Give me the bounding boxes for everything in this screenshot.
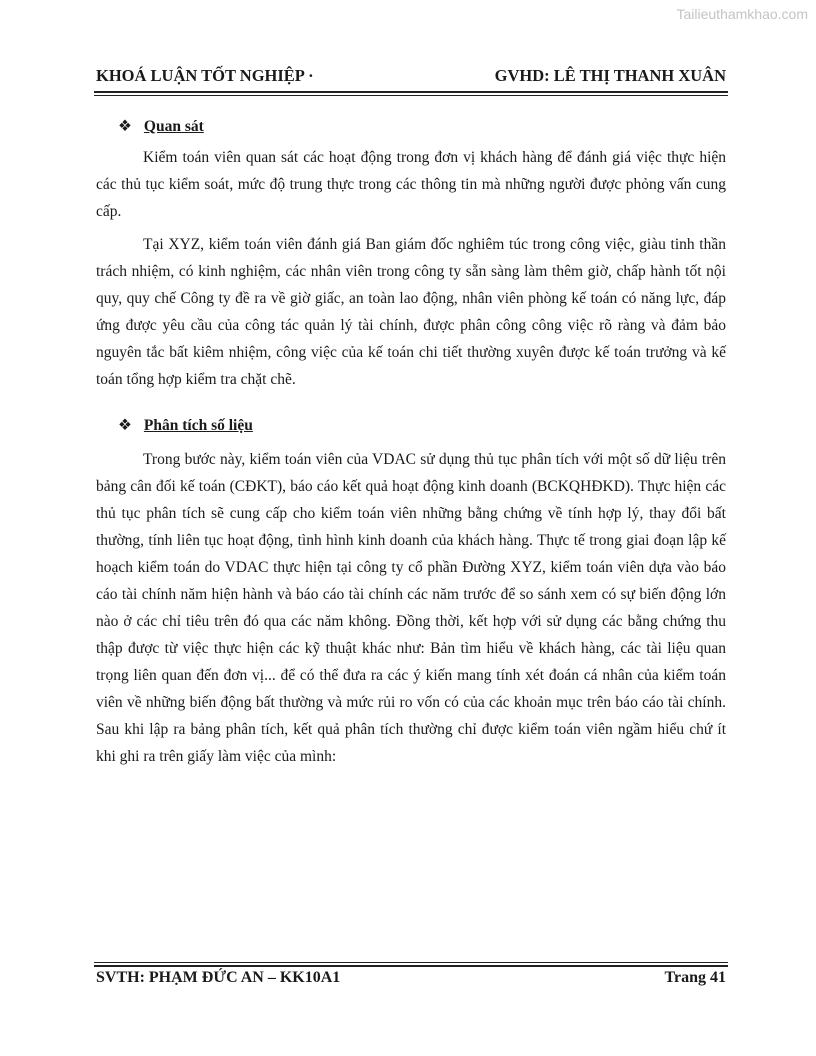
paragraph-line: trọng liên quan đến đơn vị... để có thể đưa ra các ý kiến mang tính xét đoán cá nhân của kiểm toán	[96, 667, 726, 684]
footer-rule-thin	[94, 962, 728, 963]
diamond-bullet-icon: ❖	[118, 118, 132, 135]
paragraph-line: trách nhiệm, có kinh nghiệm, các nhân viên trong công ty sẵn sàng làm thêm giờ, chấp hành tốt nội	[96, 263, 726, 280]
paragraph-line: thủ tục phân tích sẽ cung cấp cho kiểm toán viên những bằng chứng về tính hợp lý, thay đổi bất	[96, 505, 726, 522]
paragraph-line: toán tổng hợp kiểm tra chặt chẽ.	[96, 371, 296, 388]
footer-author: SVTH: PHẠM ĐỨC AN – KK10A1	[96, 969, 341, 986]
paragraph-line: ứng được yêu cầu của công tác quản lý tài chính, được phân công công việc rõ ràng và đảm bảo	[96, 317, 726, 334]
paragraph-line: Kiểm toán viên quan sát các hoạt động trong đơn vị khách hàng để đánh giá việc thực hiện	[143, 149, 726, 166]
paragraph-line: nào ở các chỉ tiêu trên đó qua các năm không. Đồng thời, kết hợp với sử dụng các bằng chứng thu	[96, 613, 726, 630]
header-rule	[94, 91, 728, 93]
watermark: Tailieuthamkhao.com	[676, 6, 808, 22]
paragraph-line: viên về những biến động bất thường và mức rủi ro vốn có của các khoản mục trên báo cáo tài chính.	[96, 694, 726, 711]
heading-text: Quan sát	[143, 118, 204, 135]
paragraph-line: cáo tài chính năm hiện hành và báo cáo tài chính các năm trước để so sánh xem có sự biến động lớn	[96, 586, 726, 603]
paragraph-line: Tại XYZ, kiểm toán viên đánh giá Ban giám đốc nghiêm túc trong công việc, giàu tinh thần	[143, 236, 726, 253]
section-heading-phan-tich	[118, 416, 253, 435]
paragraph-line: hoạch kiểm toán do VDAC thực hiện tại công ty cổ phần Đường XYZ, kiểm toán viên dựa vào báo	[96, 559, 726, 576]
paragraph-line: thường, tính liên tục hoạt động, tình hình kinh doanh của khách hàng. Thực tế trong giai đoạn lập kế	[96, 532, 726, 549]
header-rule-thin	[94, 95, 728, 96]
paragraph-line: khi ghi ra trên giấy làm việc của mình:	[96, 748, 337, 765]
paragraph-line: các thủ tục kiểm soát, mức độ trung thực trong các thông tin mà những người được phỏng vấn cung	[96, 176, 726, 193]
paragraph-line: Trong bước này, kiểm toán viên của VDAC sử dụng thủ tục phân tích với một số dữ liệu trên	[143, 451, 726, 468]
paragraph-line: nguyên tắc bất kiêm nhiệm, công việc của kế toán chi tiết thường xuyên được kế toán trưởng và kế	[96, 344, 726, 361]
page-number: Trang 41	[664, 969, 726, 986]
paragraph-line: quy, quy chế Công ty đề ra về giờ giấc, an toàn lao động, nhân viên phòng kế toán có năng lực, đáp	[96, 290, 726, 307]
diamond-bullet-icon: ❖	[118, 417, 132, 434]
header-right: GVHD: LÊ THỊ THANH XUÂN	[494, 66, 726, 85]
heading-text: Phân tích số liệu	[143, 417, 253, 434]
section-heading-quan-sat	[118, 117, 204, 136]
footer-rule	[94, 965, 728, 967]
paragraph-line: bảng cân đối kế toán (CĐKT), báo cáo kết quả hoạt động kinh doanh (BCKQHĐKD). Thực hiện các	[96, 478, 726, 495]
page-footer	[96, 969, 726, 987]
paragraph-line: Sau khi lập ra bảng phân tích, kết quả phân tích thường chỉ được kiểm toán viên ngầm hiểu chứ ít	[96, 721, 726, 738]
paragraph-line: thập được từ việc thực hiện các kỹ thuật khác như: Bản tìm hiểu về khách hàng, các tài liệu quan	[96, 640, 726, 657]
page-header	[96, 66, 726, 86]
header-left: KHOÁ LUẬN TỐT NGHIỆP ·	[96, 66, 314, 85]
paragraph-line: cấp.	[96, 203, 122, 220]
